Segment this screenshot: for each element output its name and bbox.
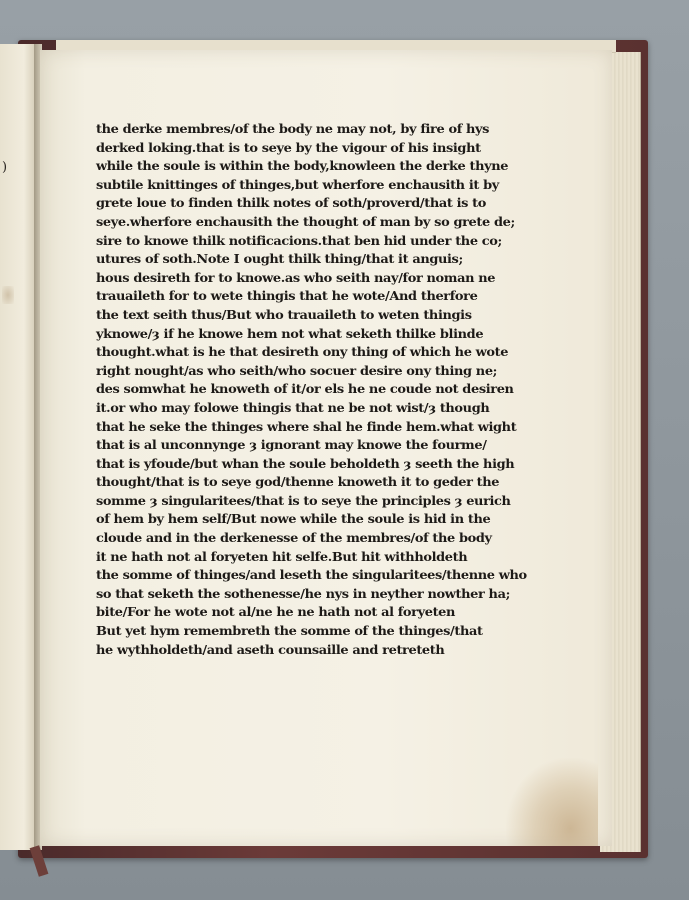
text-line: of hem by hem self/But nowe while the soule is hid in the — [96, 512, 491, 527]
text-line: yknowe/ȝ if he knowe hem not what seketh thilke blinde — [96, 326, 484, 341]
text-line: subtile knittinges of thinges,but wherfore enchausith it by — [96, 177, 499, 192]
left-page-mark: ) — [2, 160, 8, 175]
text-line: trauaileth for to wete thingis that he wote/And therfore — [96, 289, 478, 304]
text-line: thought.what is he that desireth ony thing of which he wote — [96, 345, 509, 360]
water-stain — [506, 758, 598, 846]
text-line: it.or who may folowe thingis that ne be not wist/ȝ though — [96, 400, 490, 415]
text-line: utures of soth.Note I ought thilk thing/that it anguis; — [96, 252, 463, 267]
text-line: hous desireth for to knowe.as who seith nay/for noman ne — [96, 270, 496, 285]
text-line: But yet hym remembreth the somme of the thinges/that — [96, 624, 483, 639]
text-line: des somwhat he knoweth of it/or els he ne coude not desiren — [96, 382, 514, 397]
text-line: it ne hath not al foryeten hit selfe.But hit withholdeth — [96, 549, 468, 564]
text-line: thought/that is to seye god/thenne knoweth it to geder the — [96, 475, 500, 490]
text-line: while the soule is within the body,knowleen the derke thyne — [96, 159, 509, 174]
text-line: the somme of thinges/and leseth the singularitees/thenne who — [96, 568, 527, 583]
text-line: so that seketh the sothenesse/he nys in neyther nowther ha; — [96, 586, 510, 601]
text-line: the text seith thus/But who trauaileth to weten thingis — [96, 307, 472, 322]
text-line: derked loking.that is to seye by the vigour of his insight — [96, 140, 481, 155]
left-page — [0, 44, 35, 850]
text-line: grete loue to finden thilk notes of soth/proverd/that is to — [96, 196, 487, 211]
text-line: that is yfoude/but whan the soule beholdeth ȝ seeth the high — [96, 456, 515, 471]
text-line: cloude and in the derkenesse of the membres/of the body — [96, 531, 492, 546]
foxing-spot — [2, 286, 14, 304]
text-line: sire to knowe thilk notificacions.that ben hid under the co; — [96, 233, 502, 248]
text-line: somme ȝ singularitees/that is to seye the principles ȝ eurich — [96, 493, 511, 508]
text-line: that he seke the thinges where shal he finde hem.what wight — [96, 419, 517, 434]
text-line: bite/For he wote not al/ne he ne hath not al foryeten — [96, 605, 456, 620]
text-line: that is al unconnynge ȝ ignorant may knowe the fourme/ — [96, 438, 487, 453]
text-line: the derke membres/of the body ne may not, by fire of hys — [96, 122, 490, 136]
text-line: right nought/as who seith/who socuer desire ony thing ne; — [96, 363, 498, 378]
text-line: he wythholdeth/and aseth counsaille and retreteth — [96, 642, 445, 657]
text-line: seye.wherfore enchausith the thought of man by so grete de; — [96, 214, 515, 229]
text-block — [96, 120, 527, 659]
